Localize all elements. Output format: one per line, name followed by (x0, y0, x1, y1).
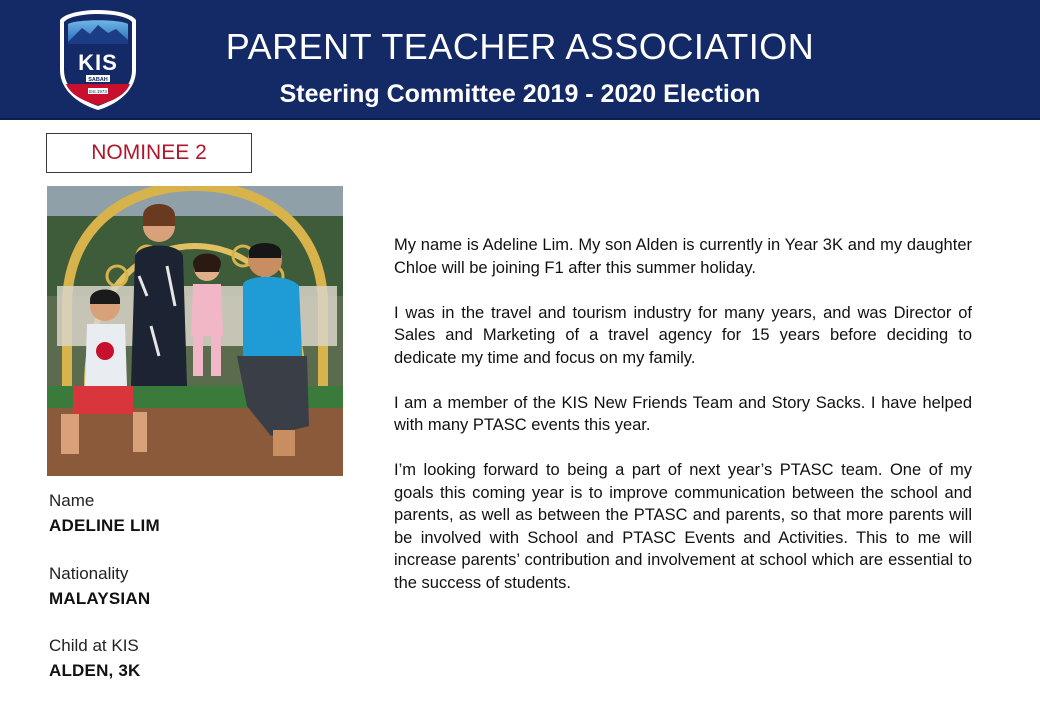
detail-value: ADELINE LIM (49, 516, 160, 535)
bio-paragraph: I am a member of the KIS New Friends Team and Story Sacks. I have helped with many PTASC events this year. (394, 393, 972, 434)
page-title: PARENT TEACHER ASSOCIATION (225, 26, 815, 67)
detail-value: MALAYSIAN (49, 589, 151, 608)
nominee-label: NOMINEE 2 (46, 133, 252, 173)
detail-child (49, 636, 141, 681)
detail-label: Child at KIS (49, 636, 139, 655)
detail-label: Name (49, 491, 95, 510)
detail-label: Nationality (49, 564, 129, 583)
bio-paragraph: My name is Adeline Lim. My son Alden is currently in Year 3K and my daughter Chloe will be joining F1 after this summer holiday. (394, 236, 972, 277)
biography (394, 234, 972, 617)
logo-subtext: SABAH (88, 77, 108, 83)
header-banner (0, 0, 1040, 120)
page-subtitle: Steering Committee 2019 - 2020 Election (279, 80, 761, 108)
bio-paragraph: I was in the travel and tourism industry for many years, and was Director of Sales and Marketing of a travel agency for 15 years before deciding to dedicate my time and focus on my family. (394, 303, 972, 367)
logo-text: KIS (78, 50, 118, 75)
logo-est: Est.1973 (89, 89, 107, 94)
bio-paragraph: I’m looking forward to being a part of next year’s PTASC team. One of my goals this coming year is to improve communication between the school and parents, as well as between the PTASC and parents, so that more parents will be involved with School and PTASC Events and Activities. This to me will increase parents’ contribution and involvement at school which are essential to the success of students. (394, 461, 972, 592)
family-photo (47, 186, 343, 476)
detail-nationality (49, 564, 150, 609)
detail-name (49, 491, 160, 536)
detail-value: ALDEN, 3K (49, 661, 141, 680)
